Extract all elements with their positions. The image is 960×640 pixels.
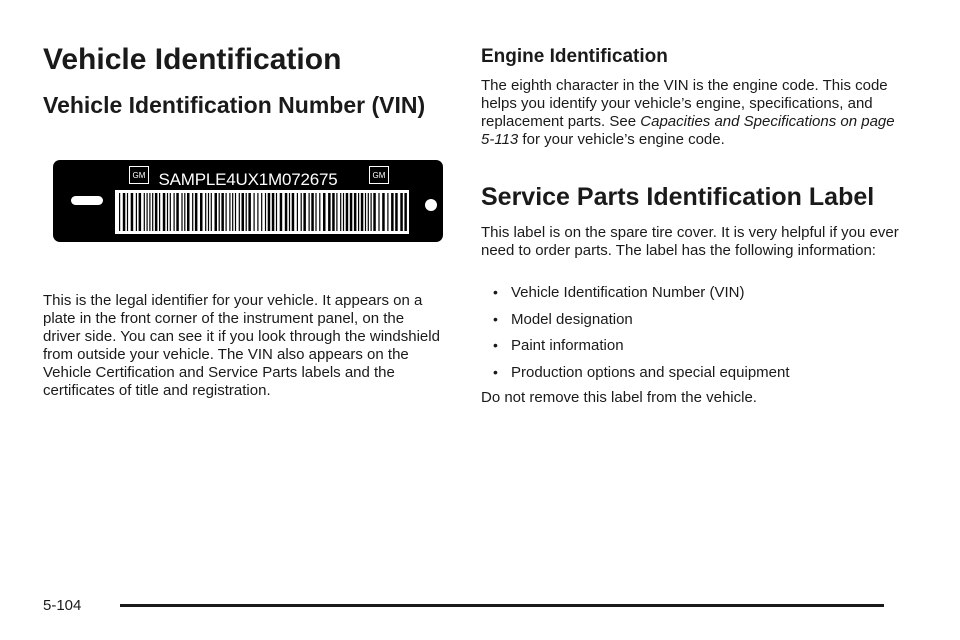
barcode-bar [354, 193, 357, 231]
barcode-bar [123, 193, 126, 231]
barcode-bar [332, 193, 335, 231]
barcode-bar [248, 193, 251, 231]
barcode-bar [336, 193, 337, 231]
barcode-bar [382, 193, 385, 231]
service-parts-intro: This label is on the spare tire cover. It is very helpful if you ever need to order parts. The label has the following information: [481, 224, 899, 259]
barcode-bar [301, 193, 302, 231]
barcode-bar [208, 193, 209, 231]
page-title: Vehicle Identification [43, 43, 342, 76]
vin-plate-image [53, 160, 443, 242]
barcode-bar [378, 193, 379, 231]
barcode-bar [163, 193, 166, 231]
barcode-bar [152, 193, 153, 231]
barcode-bar [365, 193, 366, 231]
barcode-bar [340, 193, 341, 231]
barcode-bar [346, 193, 349, 231]
barcode-bar [232, 193, 233, 231]
barcode-bar [391, 193, 394, 231]
barcode-bar [303, 193, 306, 231]
service-parts-heading: Service Parts Identification Label [481, 183, 875, 211]
barcode-bar [187, 193, 190, 231]
barcode-bar [328, 193, 331, 231]
barcode-bar [297, 193, 298, 231]
barcode-bar [159, 193, 160, 231]
barcode-bar [373, 193, 376, 231]
barcode-bar [315, 193, 316, 231]
barcode-bar [343, 193, 344, 231]
bullet-icon: • [493, 337, 498, 353]
barcode-bar [350, 193, 353, 231]
plate-hole [425, 199, 437, 211]
barcode-bar [358, 193, 359, 231]
barcode-bar [257, 193, 258, 231]
barcode-bar [226, 193, 227, 231]
barcode-bar [139, 193, 142, 231]
list-item: • Production options and special equipment [493, 363, 790, 381]
footer-rule [120, 604, 884, 607]
barcode-bar [200, 193, 203, 231]
barcode-bar [149, 193, 150, 231]
barcode-bar [265, 193, 266, 231]
barcode-bar [400, 193, 403, 231]
barcode-bar [127, 193, 128, 231]
barcode-bar [205, 193, 206, 231]
barcode-bar [181, 193, 182, 231]
barcode-bar [261, 193, 262, 231]
list-item: • Vehicle Identification Number (VIN) [493, 284, 745, 301]
barcode-bar [239, 193, 240, 231]
page-number: 5-104 [43, 597, 82, 614]
barcode-bar [280, 193, 283, 231]
barcode-bar [192, 193, 193, 231]
engine-text-2: for your vehicle’s engine code. [518, 131, 725, 148]
plate-slot [71, 196, 103, 205]
barcode-bar [242, 193, 245, 231]
barcode-bar [176, 193, 179, 231]
barcode-bar [167, 193, 168, 231]
barcode-bar [285, 193, 288, 231]
barcode-bar [361, 193, 364, 231]
bullet-icon: • [493, 363, 498, 380]
barcode-bar [119, 193, 120, 231]
engine-text-1: The eighth character in the VIN is the engine code. This code helps you identify your vehicle’s engine, specifications, and replacement parts. See [481, 77, 888, 130]
barcode-bar [221, 193, 224, 231]
barcode-bar [147, 193, 148, 231]
barcode-bar [219, 193, 220, 231]
service-parts-note: Do not remove this label from the vehicle. [481, 389, 757, 406]
barcode-bar [174, 193, 175, 231]
gm-logo-left: GM [129, 166, 149, 184]
list-item: • Model designation [493, 310, 633, 328]
engine-description [481, 77, 901, 149]
barcode-bar [229, 193, 230, 231]
barcode-bar [246, 193, 247, 231]
vin-description: This is the legal identifier for your vehicle. It appears on a plate in the front corner of the instrument panel, on the driver side. You can see it if you look through the windshield from outside your vehicle. The VIN also appears on the Vehicle Certification and Service Parts labels and the certificates of title and registration. [43, 292, 440, 399]
barcode-bar [131, 193, 134, 231]
barcode-bar [184, 193, 185, 231]
barcode-bar [155, 193, 158, 231]
barcode-bar [195, 193, 198, 231]
barcode-bar [309, 193, 310, 231]
barcode-bar [136, 193, 137, 231]
barcode-bar [368, 193, 369, 231]
barcode-bar [211, 193, 212, 231]
barcode-bar [404, 193, 407, 231]
vin-heading: Vehicle Identification Number (VIN) [43, 92, 426, 118]
barcode-bar [272, 193, 275, 231]
barcode-bar [254, 193, 255, 231]
barcode-bar [387, 193, 388, 231]
barcode-bar [323, 193, 326, 231]
barcode-bar [235, 193, 236, 231]
gm-logo-right: GM [369, 166, 389, 184]
barcode-bar [289, 193, 290, 231]
list-item: • Paint information [493, 337, 624, 354]
barcode-bar [395, 193, 398, 231]
barcode-bar [215, 193, 218, 231]
barcode-bar [311, 193, 314, 231]
service-parts-list [493, 283, 790, 389]
engine-heading: Engine Identification [481, 46, 668, 67]
engine-reference-link[interactable]: Capacities and Specifications on page 5-113 [481, 113, 895, 148]
barcode-bar [268, 193, 271, 231]
plate-vin-text: SAMPLE4UX1M072675 [158, 170, 338, 189]
barcode-bar [292, 193, 295, 231]
bullet-icon: • [493, 310, 498, 327]
barcode-bar [276, 193, 277, 231]
barcode-bar [319, 193, 320, 231]
barcode-bars [115, 190, 409, 234]
barcode-bar [371, 193, 372, 231]
bullet-icon: • [493, 284, 498, 300]
barcode-bar [144, 193, 145, 231]
barcode-bar [170, 193, 171, 231]
